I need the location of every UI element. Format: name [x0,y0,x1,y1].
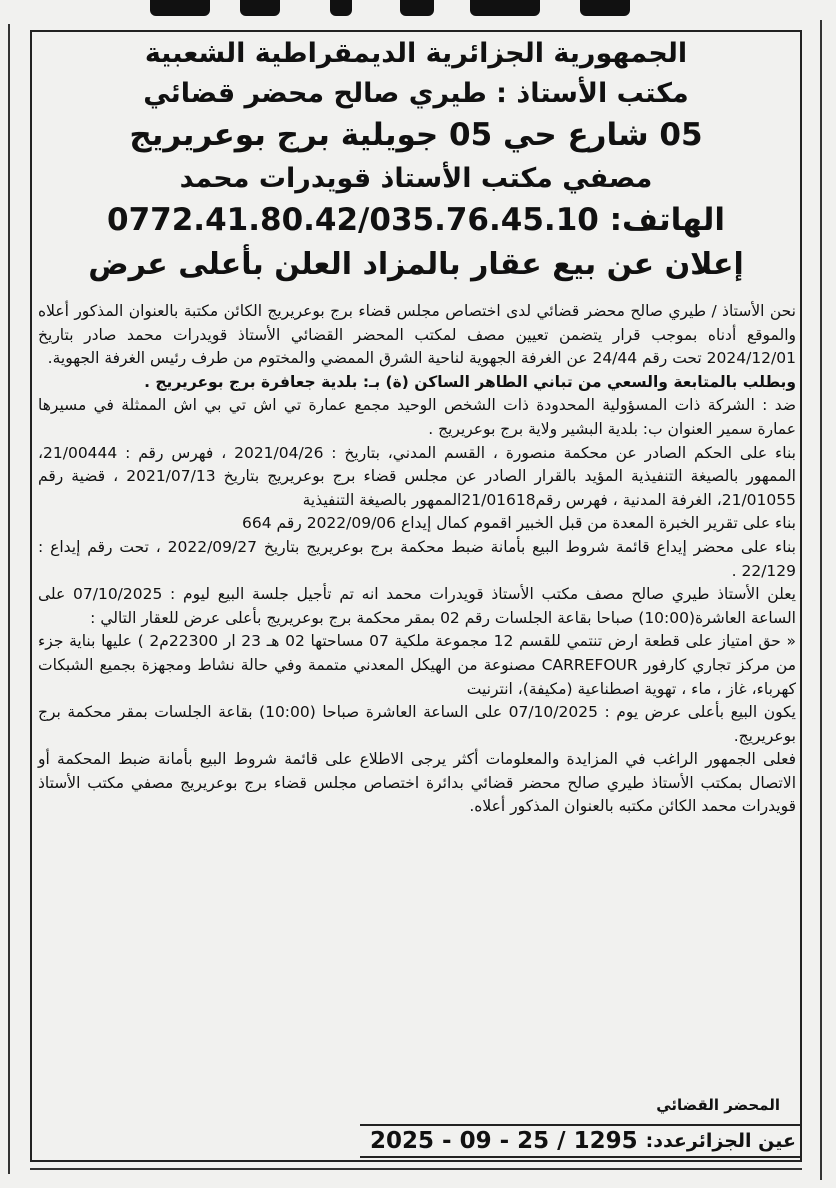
issue-number: 1295 / 25 - 09 - 2025 [370,1128,638,1154]
body-paragraph: وبطلب بالمتابعة والسعي من تباني الطاهر الساكن (ة) بـ: بلدية جعافرة برج بوعريريج . [144,372,796,391]
body-paragraph: ضد : الشركة ذات المسؤولية المحدودة ذات الشخص الوحيد مجمع عمارة تي اش تي بي اش الممثلة في مسيرها عمارة سمير العنوان ب: بلدية البشير ولاية برج بوعريريج . [38,396,796,438]
column-divider-left [8,24,10,1174]
office-address: 05 شارع حي 05 جويلية برج بوعريريج [129,117,703,153]
body-paragraph: يعلن الأستاذ طيري صالح مصف مكتب الأستاذ قويدرات محمد انه تم تأجيل جلسة البيع ليوم : 07/10/2025 على الساعة العاشرة(10:00) صباحا بقاعة الجلسات رقم 02 بمقر محكمة برج بوعريريج بأعلى عرض للعقار التالي : [38,585,796,627]
signature: المحضر القضائي [656,1096,780,1114]
bottom-divider [30,1168,802,1170]
notice-title: إعلان عن بيع عقار بالمزاد العلن بأعلى عرض [88,247,744,282]
issue-reference [360,1124,800,1158]
phone-numbers: الهاتف: 0772.41.80.42/035.76.45.10 [107,202,725,238]
body-paragraph: بناء على الحكم الصادر عن محكمة منصورة ، القسم المدني، بتاريخ : 2021/04/26 ، فهرس رقم : 21/00444، الممهور بالصيغة التنفيذية المؤيد بالقرار الصادر عن مجلس قضاء برج بوعريريج بتاريخ 2021/07/13 ، قضية رقم 21/01055، الغرفة المدنية ، فهرس رقم21/01618الممهور بالصيغة التنفيذية [38,443,796,509]
body-paragraph: بناء على محضر إيداع قائمة شروط البيع بأمانة ضبط محكمة برج بوعريريج بتاريخ 2022/09/27 ، تحت رقم إيداع : 22/129 . [38,537,796,580]
column-divider-right [820,20,822,1180]
body-paragraph: يكون البيع بأعلى عرض يوم : 07/10/2025 على الساعة العاشرة صباحا (10:00) بقاعة الجلسات بمقر محكمة برج بوعريريج. [38,703,796,745]
body-paragraph: نحن الأستاذ / طيري صالح محضر قضائي لدى اختصاص مجلس قضاء برج بوعريريج الكائن مكتبة بالعنوان المذكور أعلاه والموقع أدناه بموجب قرار يتضمن تعيين مصف لمكتب المحضر القضائي الأستاذ قويدرات محمد صادر بتاريخ 2024/12/01 تحت رقم 24/44 عن الغرفة الجهوية لناحية الشرق الممضي والمختوم من طرف رئيس الغرفة الجهوية. [38,302,796,368]
body-paragraph: فعلى الجمهور الراغب في المزايدة والمعلومات أكثر يرجى الاطلاع على قائمة شروط البيع بأمانة ضبط المحكمة أو الاتصال بمكتب الأستاذ طيري صالح محضر قضائي بدائرة اختصاص مجلس قضاء برج بوعريريج مصفي مكتب الأستاذ قويدرات محمد الكائن مكتبه بالعنوان المذكور أعلاه. [38,750,796,816]
property-description: « حق امتياز على قطعة ارض تنتمي للقسم 12 مجموعة ملكية 07 مساحتها 02 هـ 23 ار 22300م2 ) عليها بناية جزء من مركز تجاري كارفور CARREFOUR مصنوعة من الهيكل المعدني متممة وفي حالة نشاط ومجهزة بجميع الشبكات كهرباء، غاز ، ماء ، تهوية اصطناعية (مكيفة)، انترنيت [38,632,796,698]
office-name: مكتب الأستاذ : طيري صالح محضر قضائي [143,78,689,109]
liquidator-name: مصفي مكتب الأستاذ قويدرات محمد [179,163,653,194]
newspaper-masthead-fragment [0,0,836,22]
body-paragraph: بناء على تقرير الخبرة المعدة من قبل الخبير اقموم كمال إيداع 2022/09/06 رقم 664 [242,514,796,533]
republic-name: الجمهورية الجزائرية الديمقراطية الشعبية [144,38,688,69]
issue-label: عين الجزائرعدد: [645,1130,796,1152]
notice-body [38,300,796,819]
notice-header [48,40,784,294]
